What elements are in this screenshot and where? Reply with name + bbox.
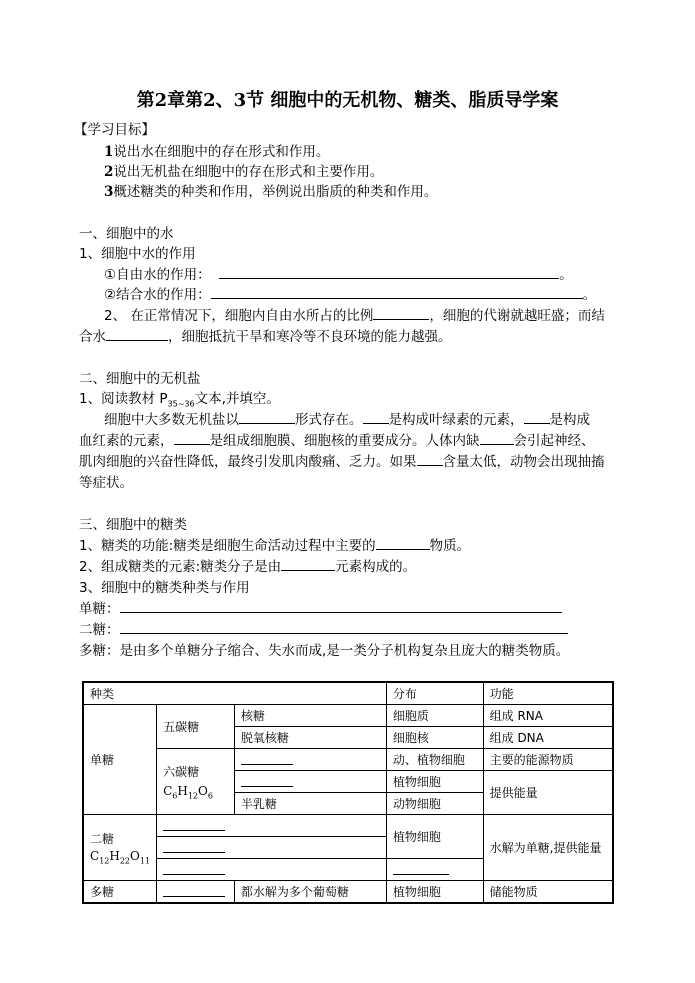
row3-func: 主要的能源物质 xyxy=(483,749,613,771)
salts-sub1: 1、阅读教材 $P_{35\sim 36}$文本,并填空。 xyxy=(79,391,280,409)
fructose-blank-cell[interactable] xyxy=(234,771,386,793)
header-distribution: 分布 xyxy=(386,682,483,705)
monosaccharide-blank[interactable] xyxy=(120,599,562,613)
water-p2-line2: 合水 ，细胞抵抗干旱和寒冷等不良环境的能力越强。 xyxy=(79,329,452,345)
calcium-blank[interactable] xyxy=(417,452,443,466)
di-blank-cell-1[interactable] xyxy=(157,815,387,837)
ribose-func: 组成 RNA xyxy=(483,705,613,727)
di-formula: $C_{12}H_{22}O_{11}$ xyxy=(90,848,151,866)
ribose-label: 核糖 xyxy=(234,705,386,727)
row5-dist: 动物细胞 xyxy=(386,793,483,815)
objectives-header: 【学习目标】 xyxy=(74,122,155,138)
deoxyribose-func: 组成 DNA xyxy=(483,727,613,749)
galactose-label: 半乳糖 xyxy=(234,793,386,815)
di-cell xyxy=(83,815,157,881)
section-water-heading: 一、细胞中的水 xyxy=(79,226,174,242)
five-carbon-label: 五碳糖 xyxy=(157,705,235,749)
header-function: 功能 xyxy=(483,682,613,705)
bound-water-line: ②结合水的作用： 。 xyxy=(104,287,597,303)
header-kind: 种类 xyxy=(83,682,386,705)
membrane-element-blank[interactable] xyxy=(174,431,210,445)
table-header-row xyxy=(83,682,613,705)
section-sugars-heading: 三、细胞中的糖类 xyxy=(79,517,187,533)
table-row xyxy=(83,705,613,727)
disaccharide-line: 二糖： xyxy=(79,620,568,640)
row3-dist: 动、植物细胞 xyxy=(386,749,483,771)
objective-item: 1说出水在细胞中的存在形式和作用。 xyxy=(104,144,330,160)
page-title: 第2章第2、3节 细胞中的无机物、糖类、脂质导学案 xyxy=(136,90,559,111)
deficiency-element-blank[interactable] xyxy=(480,431,514,445)
sugars-s3: 3、细胞中的糖类种类与作用 xyxy=(79,580,250,596)
ribose-dist: 细胞质 xyxy=(386,705,483,727)
poly-func: 储能物质 xyxy=(483,881,613,904)
di-func: 水解为单糖,提供能量 xyxy=(483,815,613,881)
sugars-s2: 2、组成糖类的元素:糖类分子是由 元素构成的。 xyxy=(79,559,417,575)
poly-label: 多糖 xyxy=(83,881,157,904)
sugars-s1: 1、糖类的功能:糖类是细胞生命活动过程中主要的 物质。 xyxy=(79,538,471,554)
di-label: 二糖 xyxy=(90,831,115,846)
disaccharide-blank[interactable] xyxy=(120,620,568,634)
objective-item: 3概述糖类的种类和作用，举例说出脂质的种类和作用。 xyxy=(104,184,438,200)
salts-para-line4: 等症状。 xyxy=(79,475,133,491)
water-p2-line1: 2、 在正常情况下，细胞内自由水所占的比例 ，细胞的代谢就越旺盛；而结 xyxy=(104,308,605,324)
bound-water-blank[interactable] xyxy=(211,285,583,299)
polysaccharide-line: 多糖：是由多个单糖分子缩合、失水而成,是一类分子机构复杂且庞大的糖类物质。 xyxy=(79,643,570,659)
di-blank-cell-2[interactable] xyxy=(157,837,387,859)
di-dist: 植物细胞 xyxy=(386,815,483,859)
salts-para-line3: 肌肉细胞的兴奋性降低，最终引发肌肉酸痛、乏力。如果 含量太低，动物会出现抽搐 xyxy=(79,454,605,470)
table-row xyxy=(83,881,613,904)
row45-func: 提供能量 xyxy=(483,771,613,815)
deoxyribose-label: 脱氧核糖 xyxy=(234,727,386,749)
di-dist-blank-cell[interactable] xyxy=(386,859,483,881)
poly-desc: 都水解为多个葡萄糖 xyxy=(234,881,386,904)
chlorophyll-element-blank[interactable] xyxy=(363,410,389,424)
free-water-blank[interactable] xyxy=(219,265,559,279)
glucose-blank-cell[interactable] xyxy=(234,749,386,771)
deoxyribose-dist: 细胞核 xyxy=(386,727,483,749)
six-carbon-label: 六碳糖 xyxy=(163,764,200,779)
free-water-ratio-blank[interactable] xyxy=(373,306,429,320)
table-row xyxy=(83,749,613,771)
water-sub1: 1、细胞中水的作用 xyxy=(79,246,196,262)
bound-water-ratio-blank[interactable] xyxy=(106,327,168,341)
section-salts-heading: 二、细胞中的无机盐 xyxy=(79,371,201,387)
sugar-elements-blank[interactable] xyxy=(281,557,335,571)
six-carbon-cell xyxy=(157,749,235,815)
sugar-function-blank[interactable] xyxy=(376,536,430,550)
row4-dist: 植物细胞 xyxy=(386,771,483,793)
poly-dist: 植物细胞 xyxy=(386,881,483,904)
monosaccharide-line: 单糖： xyxy=(79,599,562,619)
table-row xyxy=(83,815,613,837)
salt-form-blank[interactable] xyxy=(239,410,295,424)
objective-item: 2说出无机盐在细胞中的存在形式和主要作用。 xyxy=(104,164,384,180)
six-carbon-formula: $C_6H_{12}O_6$ xyxy=(163,783,213,801)
free-water-line: ①自由水的作用： 。 xyxy=(104,267,573,283)
salts-para-line1: 细胞中大多数无机盐以 形式存在。 是构成叶绿素的元素， 是构成 xyxy=(104,412,590,428)
heme-element-blank[interactable] xyxy=(524,410,550,424)
mono-label: 单糖 xyxy=(83,705,157,815)
poly-blank-cell[interactable] xyxy=(157,881,235,904)
di-blank-cell-3[interactable] xyxy=(157,859,387,881)
sugar-table xyxy=(82,681,614,904)
salts-para-line2: 血红素的元素， 是组成细胞膜、细胞核的重要成分。人体内缺 会引起神经、 xyxy=(79,433,595,449)
